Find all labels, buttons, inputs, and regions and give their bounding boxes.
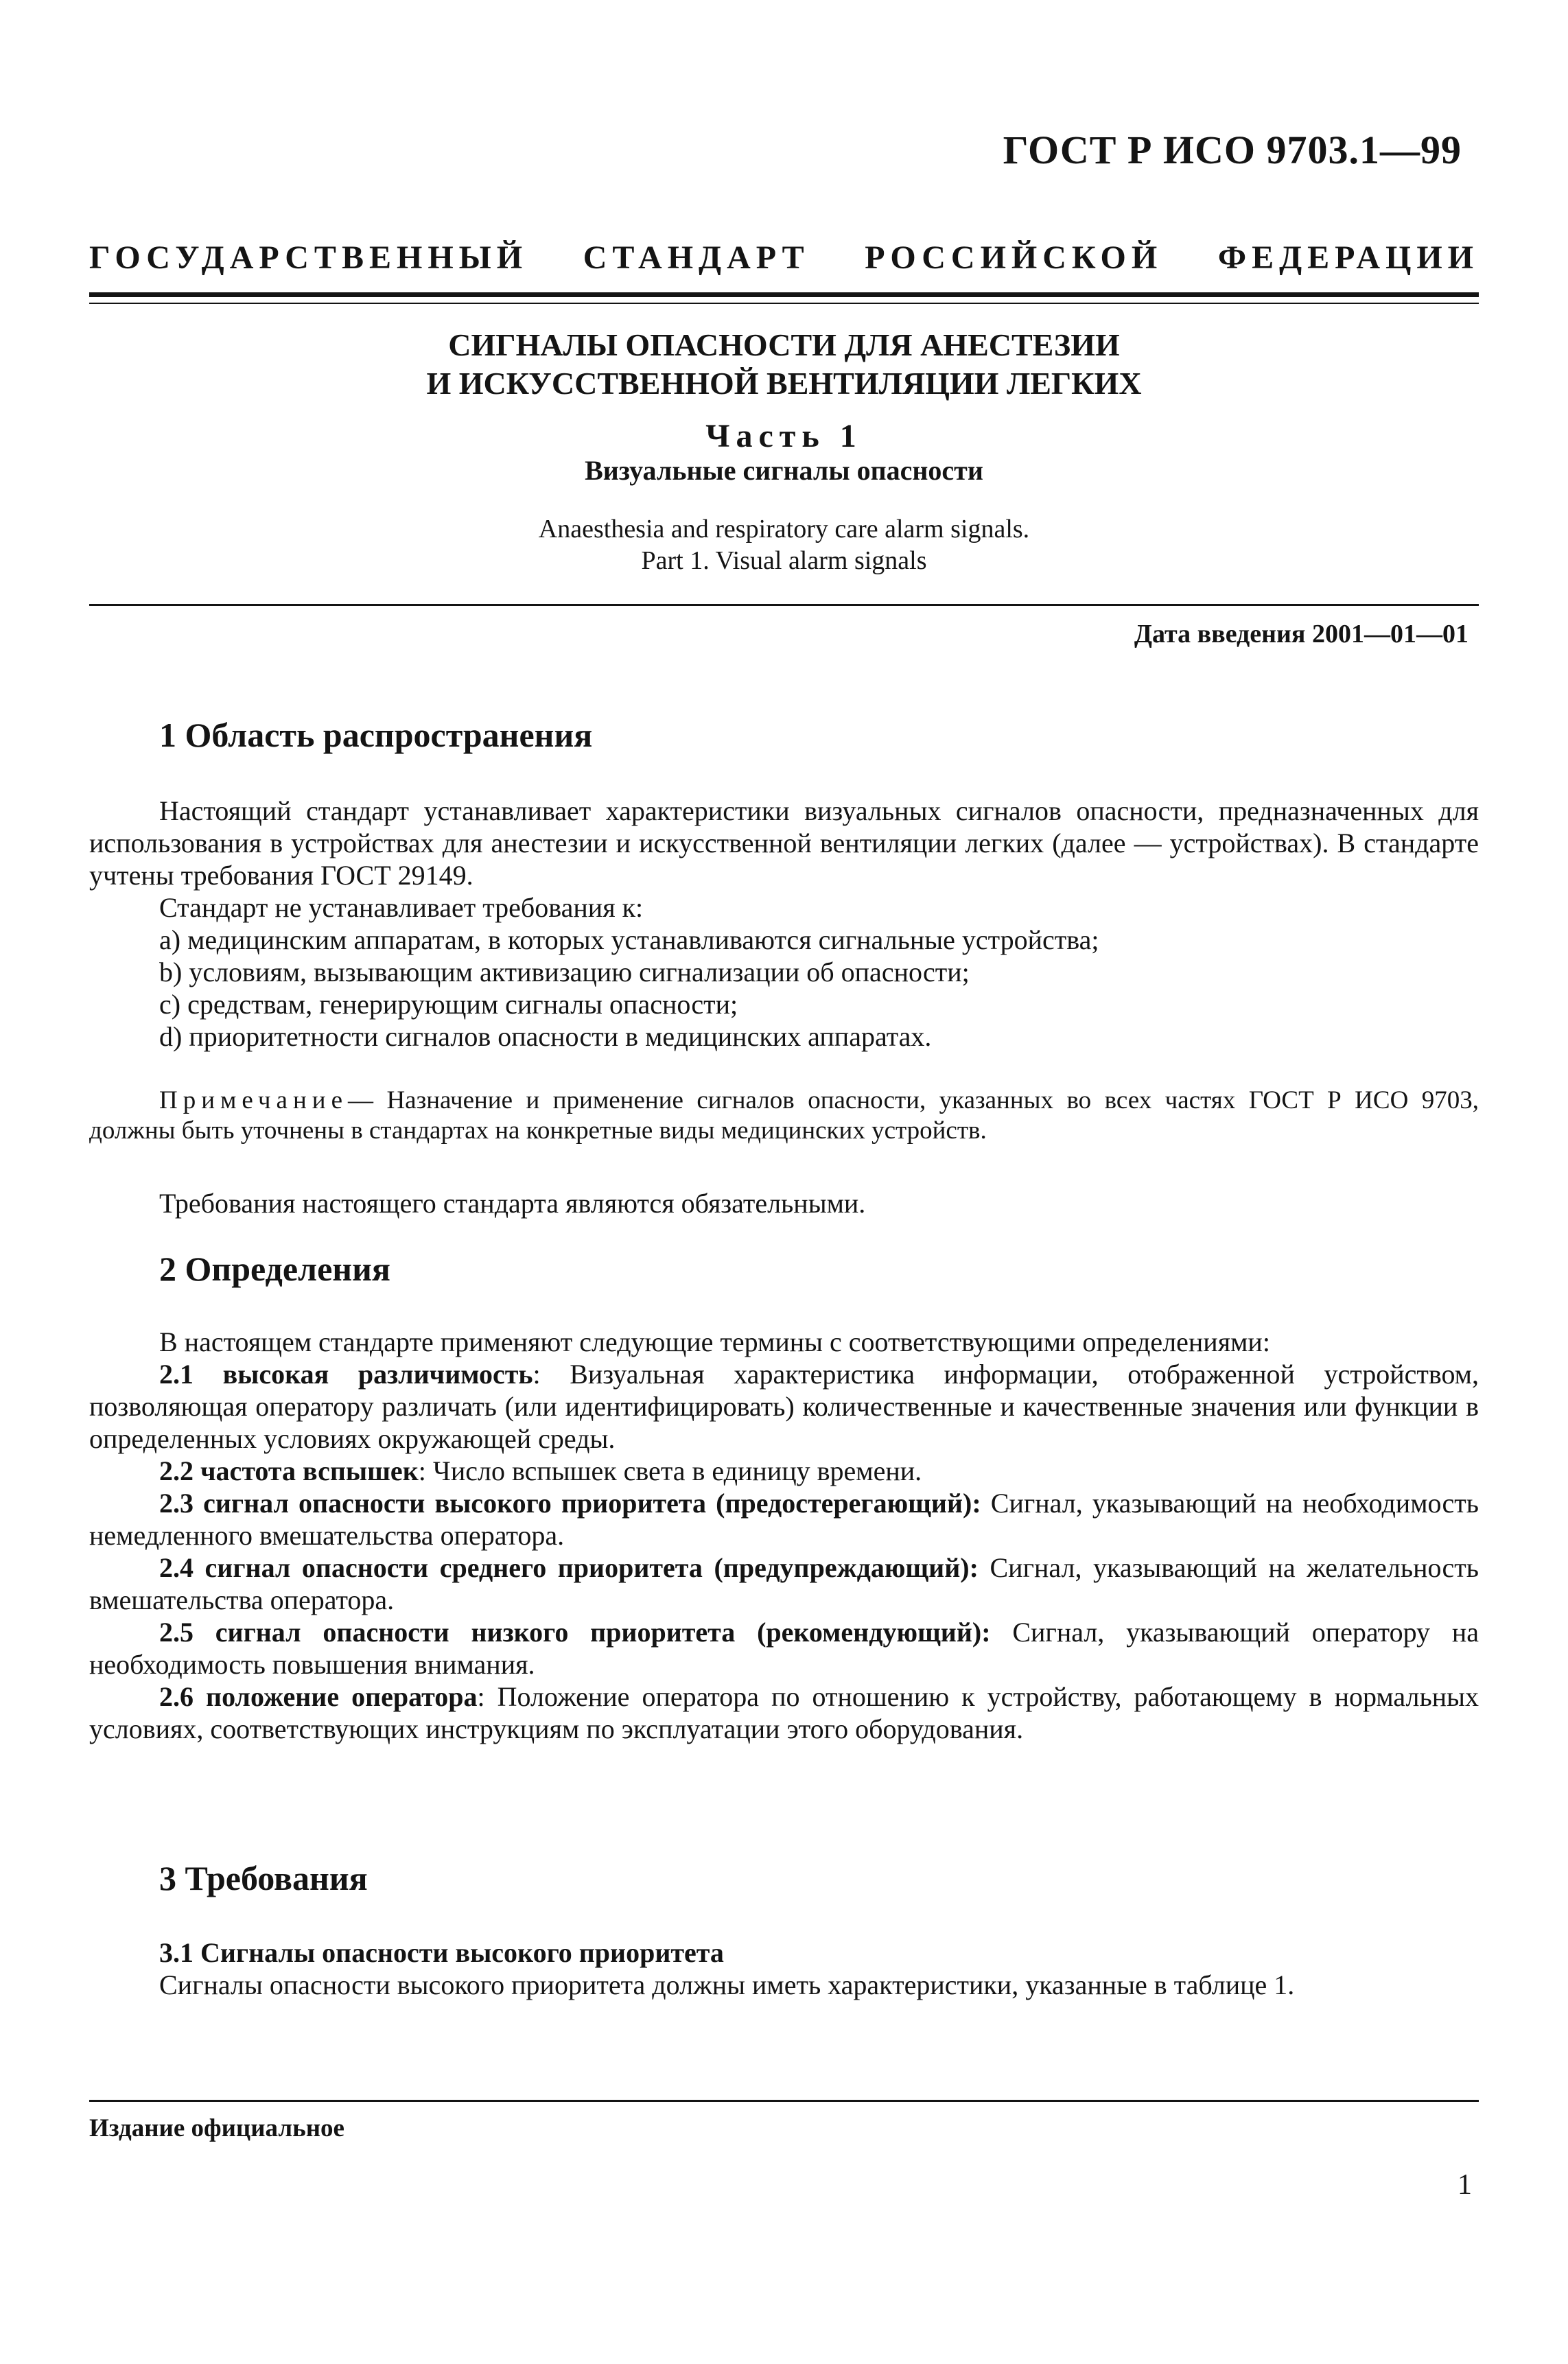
definition-term: 2.2 частота вспышек [159,1455,419,1486]
section-1-heading: 1 Область распространения [159,716,593,754]
definition-term: 2.1 высокая различимость [159,1359,533,1390]
section-3-heading: 3 Требования [159,1859,368,1897]
definitions-intro: В настоящем стандарте применяют следующие термины с соответствующими определениями: [159,1326,1270,1357]
definition-text: Сигнал, указывающий на желательность вмешательства оператора. [89,1552,1479,1615]
definition-text: Сигнал, указывающий на необходимость немедленного вмешательства оператора. [89,1488,1479,1551]
definition-item [89,1455,1479,1487]
mandatory-text: Требования настоящего стандарта являются обязательными. [159,1188,866,1219]
definition-term: 2.4 сигнал опасности среднего приоритета (предупреждающий): [159,1552,979,1583]
exclusion-item: а) медицинским аппаратам, в которых устанавливаются сигнальные устройства; [159,924,1099,955]
definition-item [89,1681,1479,1745]
scope-paragraph: Настоящий стандарт устанавливает характеристики визуальных сигналов опасности, предназначенных для использования в устройствах для анестезии и искусственной вентиляции легких (далее — устройствах). В стандарте учтены требования ГОСТ 29149. [89,795,1479,891]
part-name: Визуальные сигналы опасности [585,455,983,486]
definition-item [89,1552,1479,1616]
note-text: — Назначение и применение сигналов опасности, указанных во всех частях ГОСТ Р ИСО 9703, должны быть уточнены в стандартах на конкретные виды медицинских устройств. [89,1086,1479,1145]
document-title [89,326,1479,403]
definition-separator: : [477,1681,485,1712]
introduction-date: Дата введения 2001—01—01 [1134,620,1468,648]
title-line-2: И ИСКУССТВЕННОЙ ВЕНТИЛЯЦИИ ЛЕГКИХ [426,366,1142,401]
footer-rule [89,2100,1479,2102]
definition-item [89,1358,1479,1455]
definition-text: Визуальная характеристика информации, отображенной устройством, позволяющая оператору различать (или идентифицировать) количественные и качественные значения или функции в определенных условиях окружающей среды. [89,1359,1479,1454]
exclusion-item: c) средствам, генерирующим сигналы опасности; [159,989,738,1020]
document-number: ГОСТ Р ИСО 9703.1—99 [1003,128,1462,172]
subsection-3-1-text: Сигналы опасности высокого приоритета должны иметь характеристики, указанные в таблице 1. [159,1969,1295,2000]
title-rule [89,604,1479,606]
section-1-body [89,795,1479,1053]
english-title [89,513,1479,576]
scope-exclusions-intro: Стандарт не устанавливает требования к: [159,892,644,923]
definition-item [89,1616,1479,1681]
top-rule-thick [89,292,1479,297]
state-standard-heading: ГОСУДАРСТВЕННЫЙ СТАНДАРТ РОССИЙСКОЙ ФЕДЕРАЦИИ [89,239,1479,276]
note-label: Примечание [159,1086,348,1114]
section-3-body [89,1936,1479,2001]
definition-text: Сигнал, указывающий оператору на необходимость повышения внимания. [89,1617,1479,1680]
english-title-line-1: Anaesthesia and respiratory care alarm signals. [538,515,1030,543]
page-number: 1 [1458,2169,1472,2201]
definition-term: 2.3 сигнал опасности высокого приоритета (предостерегающий): [159,1488,981,1519]
definition-text: Положение оператора по отношению к устройству, работающему в нормальных условиях, соответствующих инструкциям по эксплуатации этого оборудования. [89,1681,1479,1744]
official-edition-label: Издание официальное [89,2114,344,2142]
english-title-line-2: Part 1. Visual alarm signals [641,546,927,575]
section-2-body [89,1326,1479,1745]
part-label: Часть 1 [705,418,863,454]
top-rule-thin [89,303,1479,304]
definition-text: Число вспышек света в единицу времени. [425,1455,922,1486]
definition-term: 2.5 сигнал опасности низкого приоритета (рекомендующий): [159,1617,991,1648]
definition-separator: : [533,1359,541,1390]
subsection-3-1-heading: 3.1 Сигналы опасности высокого приоритета [159,1937,724,1968]
definition-term: 2.6 положение оператора [159,1681,478,1712]
title-line-1: СИГНАЛЫ ОПАСНОСТИ ДЛЯ АНЕСТЕЗИИ [448,327,1120,362]
definition-item [89,1487,1479,1552]
definition-separator: : [418,1455,426,1486]
exclusion-item: d) приоритетности сигналов опасности в медицинских аппаратах. [159,1021,932,1052]
mandatory-statement [89,1187,1479,1219]
section-2-heading: 2 Определения [159,1250,390,1288]
exclusion-item: b) условиям, вызывающим активизацию сигнализации об опасности; [159,957,970,987]
note [89,1086,1479,1146]
